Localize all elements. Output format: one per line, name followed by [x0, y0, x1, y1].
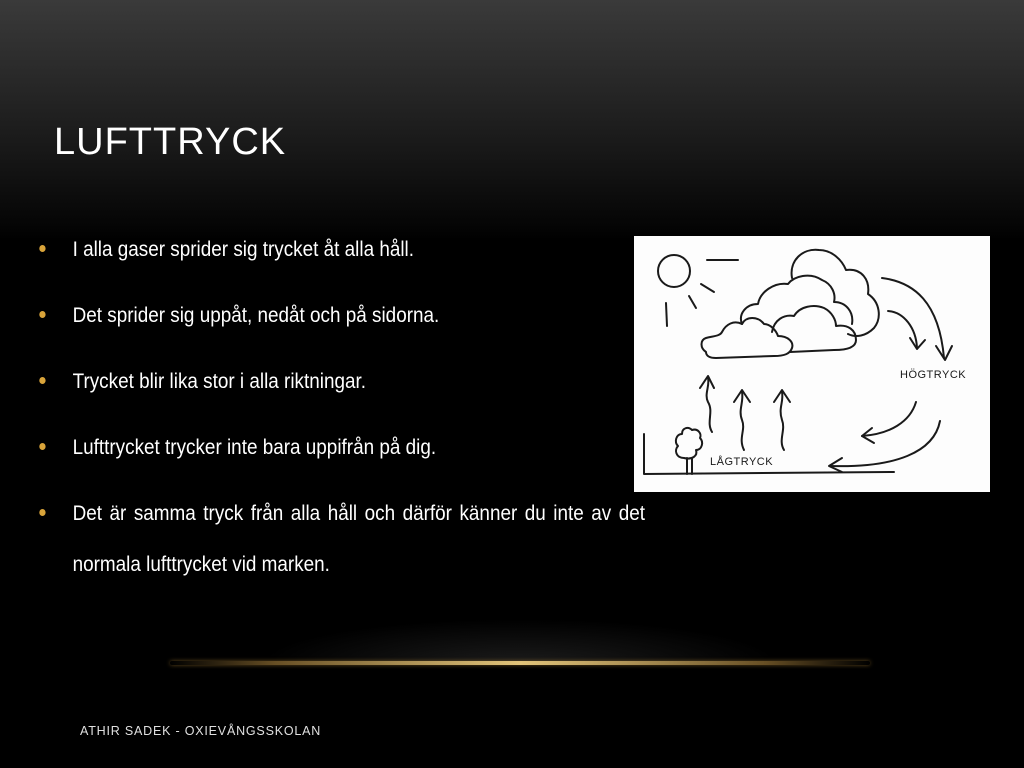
bullet-text: Det sprider sig uppåt, nedåt och på sidorna. — [72, 304, 440, 327]
bullet-dot-icon — [39, 443, 45, 450]
sun-icon — [658, 255, 738, 326]
surface-wind-arrows-icon — [829, 402, 940, 472]
bullet-item — [33, 422, 645, 473]
bullet-item — [33, 224, 645, 275]
rising-air-arrows-icon — [700, 376, 790, 450]
bullet-dot-icon — [39, 311, 45, 318]
bullet-text: Lufttrycket trycker inte bara uppifrån på dig. — [72, 436, 437, 459]
bullet-dot-icon — [39, 377, 45, 384]
bullet-item — [33, 290, 645, 341]
slide-title: LUFTTRYCK — [54, 121, 287, 163]
bullet-list — [33, 230, 646, 605]
bullet-dot-icon — [39, 509, 45, 516]
bullet-text: I alla gaser sprider sig trycket åt alla håll. — [72, 238, 415, 261]
descending-air-arrows-icon — [882, 278, 952, 360]
bullet-item — [33, 356, 645, 407]
bullet-text: Det är samma tryck från alla håll och därför känner du inte av det normala lufttrycket vid marken. — [72, 502, 646, 576]
high-pressure-label: HÖGTRYCK — [900, 369, 967, 381]
decorative-glow — [150, 600, 890, 664]
low-pressure-label: LÅGTRYCK — [710, 456, 774, 468]
bullet-text: Trycket blir lika stor i alla riktningar. — [72, 370, 366, 393]
air-pressure-illustration — [634, 236, 990, 492]
cloud-icon — [702, 250, 879, 358]
slide-footer: ATHIR SADEK - OXIEVÅNGSSKOLAN — [80, 724, 322, 738]
decorative-divider-line — [170, 661, 870, 665]
bullet-item — [33, 488, 645, 590]
bullet-dot-icon — [39, 245, 45, 252]
